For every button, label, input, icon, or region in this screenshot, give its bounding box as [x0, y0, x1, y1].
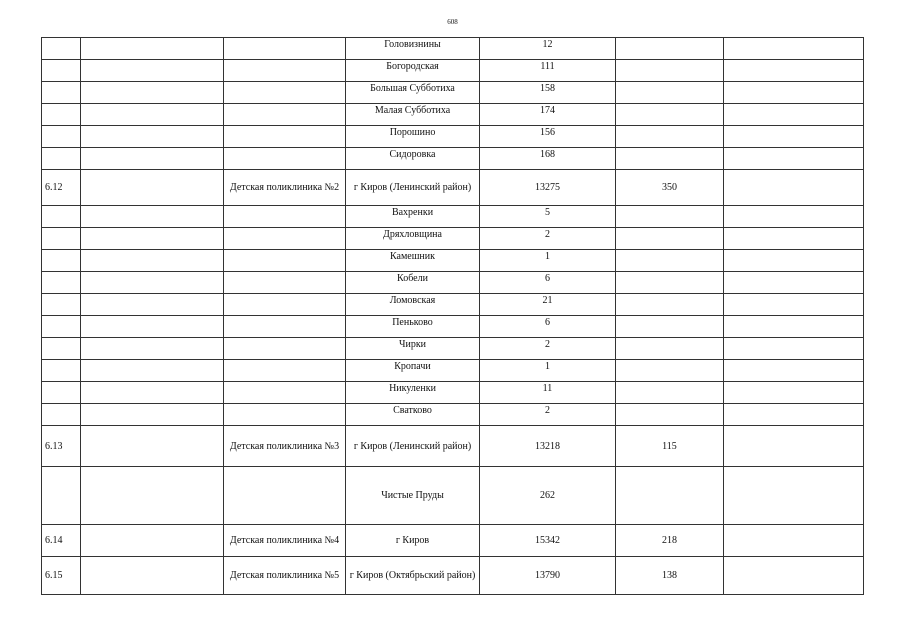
row-number: [42, 294, 81, 316]
attached-value: [616, 316, 724, 338]
table-row: [42, 338, 864, 360]
row-number: [42, 250, 81, 272]
table-row: [42, 148, 864, 170]
attached-value: 138: [616, 557, 724, 595]
extra-cell: [724, 525, 864, 557]
clinic-name: Детская поликлиника №4: [224, 525, 346, 557]
population-value: 2: [480, 228, 616, 250]
population-value: 158: [480, 82, 616, 104]
population-value: 15342: [480, 525, 616, 557]
locality-name: Камешник: [346, 250, 480, 272]
attached-value: [616, 148, 724, 170]
organization-cell: [81, 557, 224, 595]
table-row: [42, 104, 864, 126]
organization-cell: [81, 316, 224, 338]
population-value: 262: [480, 467, 616, 525]
locality-name: Пеньково: [346, 316, 480, 338]
locality-name: г Киров (Ленинский район): [346, 426, 480, 467]
organization-cell: [81, 38, 224, 60]
organization-cell: [81, 404, 224, 426]
extra-cell: [724, 206, 864, 228]
row-number: [42, 38, 81, 60]
clinic-name: Детская поликлиника №3: [224, 426, 346, 467]
locality-table: [41, 37, 864, 595]
row-number: 6.14: [42, 525, 81, 557]
attached-value: [616, 382, 724, 404]
table-row: [42, 170, 864, 206]
extra-cell: [724, 404, 864, 426]
population-value: 1: [480, 360, 616, 382]
clinic-name: Детская поликлиника №2: [224, 170, 346, 206]
extra-cell: [724, 426, 864, 467]
table-row: [42, 404, 864, 426]
locality-name: Сватково: [346, 404, 480, 426]
locality-name: Чистые Пруды: [346, 467, 480, 525]
population-value: 6: [480, 272, 616, 294]
population-value: 111: [480, 60, 616, 82]
attached-value: 218: [616, 525, 724, 557]
organization-cell: [81, 467, 224, 525]
attached-value: [616, 467, 724, 525]
population-value: 156: [480, 126, 616, 148]
locality-name: Большая Субботиха: [346, 82, 480, 104]
table-row: [42, 316, 864, 338]
clinic-name: [224, 82, 346, 104]
extra-cell: [724, 170, 864, 206]
clinic-name: [224, 338, 346, 360]
table-row: [42, 294, 864, 316]
extra-cell: [724, 294, 864, 316]
extra-cell: [724, 360, 864, 382]
extra-cell: [724, 104, 864, 126]
clinic-name: [224, 148, 346, 170]
clinic-name: [224, 60, 346, 82]
clinic-name: [224, 382, 346, 404]
locality-name: Вахренки: [346, 206, 480, 228]
attached-value: [616, 360, 724, 382]
row-number: [42, 272, 81, 294]
attached-value: [616, 126, 724, 148]
table-row: [42, 525, 864, 557]
row-number: [42, 467, 81, 525]
table-row: [42, 228, 864, 250]
row-number: [42, 228, 81, 250]
clinic-name: [224, 104, 346, 126]
locality-name: Порошино: [346, 126, 480, 148]
locality-name: Головизнины: [346, 38, 480, 60]
clinic-name: [224, 250, 346, 272]
extra-cell: [724, 60, 864, 82]
table-row: [42, 206, 864, 228]
page-number: 608: [447, 18, 458, 26]
extra-cell: [724, 228, 864, 250]
population-value: 174: [480, 104, 616, 126]
attached-value: [616, 338, 724, 360]
clinic-name: [224, 206, 346, 228]
clinic-name: [224, 360, 346, 382]
organization-cell: [81, 228, 224, 250]
extra-cell: [724, 382, 864, 404]
row-number: 6.13: [42, 426, 81, 467]
extra-cell: [724, 148, 864, 170]
clinic-name: [224, 228, 346, 250]
attached-value: [616, 404, 724, 426]
population-value: 1: [480, 250, 616, 272]
attached-value: [616, 272, 724, 294]
row-number: [42, 104, 81, 126]
row-number: [42, 82, 81, 104]
attached-value: 115: [616, 426, 724, 467]
locality-name: г Киров (Ленинский район): [346, 170, 480, 206]
row-number: 6.12: [42, 170, 81, 206]
organization-cell: [81, 250, 224, 272]
extra-cell: [724, 557, 864, 595]
clinic-name: Детская поликлиника №5: [224, 557, 346, 595]
attached-value: 350: [616, 170, 724, 206]
attached-value: [616, 250, 724, 272]
organization-cell: [81, 60, 224, 82]
row-number: [42, 360, 81, 382]
row-number: [42, 382, 81, 404]
locality-name: Дряхловщина: [346, 228, 480, 250]
locality-name: Ломовская: [346, 294, 480, 316]
clinic-name: [224, 404, 346, 426]
organization-cell: [81, 148, 224, 170]
attached-value: [616, 206, 724, 228]
table-row: [42, 360, 864, 382]
table-row: [42, 126, 864, 148]
population-value: 168: [480, 148, 616, 170]
locality-name: Никуленки: [346, 382, 480, 404]
extra-cell: [724, 316, 864, 338]
population-value: 12: [480, 38, 616, 60]
population-value: 11: [480, 382, 616, 404]
row-number: [42, 148, 81, 170]
table-row: [42, 382, 864, 404]
clinic-name: [224, 294, 346, 316]
extra-cell: [724, 272, 864, 294]
organization-cell: [81, 272, 224, 294]
population-value: 2: [480, 338, 616, 360]
table-row: [42, 38, 864, 60]
row-number: [42, 60, 81, 82]
clinic-name: [224, 467, 346, 525]
organization-cell: [81, 126, 224, 148]
clinic-name: [224, 272, 346, 294]
locality-name: г Киров: [346, 525, 480, 557]
attached-value: [616, 294, 724, 316]
extra-cell: [724, 126, 864, 148]
organization-cell: [81, 426, 224, 467]
row-number: [42, 338, 81, 360]
population-value: 6: [480, 316, 616, 338]
locality-name: Кропачи: [346, 360, 480, 382]
table-row: [42, 426, 864, 467]
population-value: 2: [480, 404, 616, 426]
table-row: [42, 272, 864, 294]
extra-cell: [724, 338, 864, 360]
clinic-name: [224, 38, 346, 60]
organization-cell: [81, 82, 224, 104]
population-value: 13218: [480, 426, 616, 467]
clinic-name: [224, 126, 346, 148]
organization-cell: [81, 206, 224, 228]
row-number: [42, 316, 81, 338]
extra-cell: [724, 38, 864, 60]
population-value: 13275: [480, 170, 616, 206]
table-row: [42, 557, 864, 595]
clinic-name: [224, 316, 346, 338]
table-row: [42, 250, 864, 272]
organization-cell: [81, 382, 224, 404]
population-value: 5: [480, 206, 616, 228]
table-row: [42, 60, 864, 82]
row-number: 6.15: [42, 557, 81, 595]
table-row: [42, 82, 864, 104]
row-number: [42, 404, 81, 426]
attached-value: [616, 82, 724, 104]
population-value: 21: [480, 294, 616, 316]
table-row: [42, 467, 864, 525]
organization-cell: [81, 360, 224, 382]
row-number: [42, 126, 81, 148]
attached-value: [616, 38, 724, 60]
extra-cell: [724, 467, 864, 525]
locality-name: Малая Субботиха: [346, 104, 480, 126]
locality-name: Богородская: [346, 60, 480, 82]
organization-cell: [81, 170, 224, 206]
attached-value: [616, 104, 724, 126]
organization-cell: [81, 525, 224, 557]
attached-value: [616, 60, 724, 82]
organization-cell: [81, 104, 224, 126]
population-value: 13790: [480, 557, 616, 595]
attached-value: [616, 228, 724, 250]
organization-cell: [81, 294, 224, 316]
extra-cell: [724, 250, 864, 272]
organization-cell: [81, 338, 224, 360]
locality-name: г Киров (Октябрьский район): [346, 557, 480, 595]
locality-name: Сидоровка: [346, 148, 480, 170]
locality-name: Чирки: [346, 338, 480, 360]
extra-cell: [724, 82, 864, 104]
row-number: [42, 206, 81, 228]
locality-name: Кобели: [346, 272, 480, 294]
